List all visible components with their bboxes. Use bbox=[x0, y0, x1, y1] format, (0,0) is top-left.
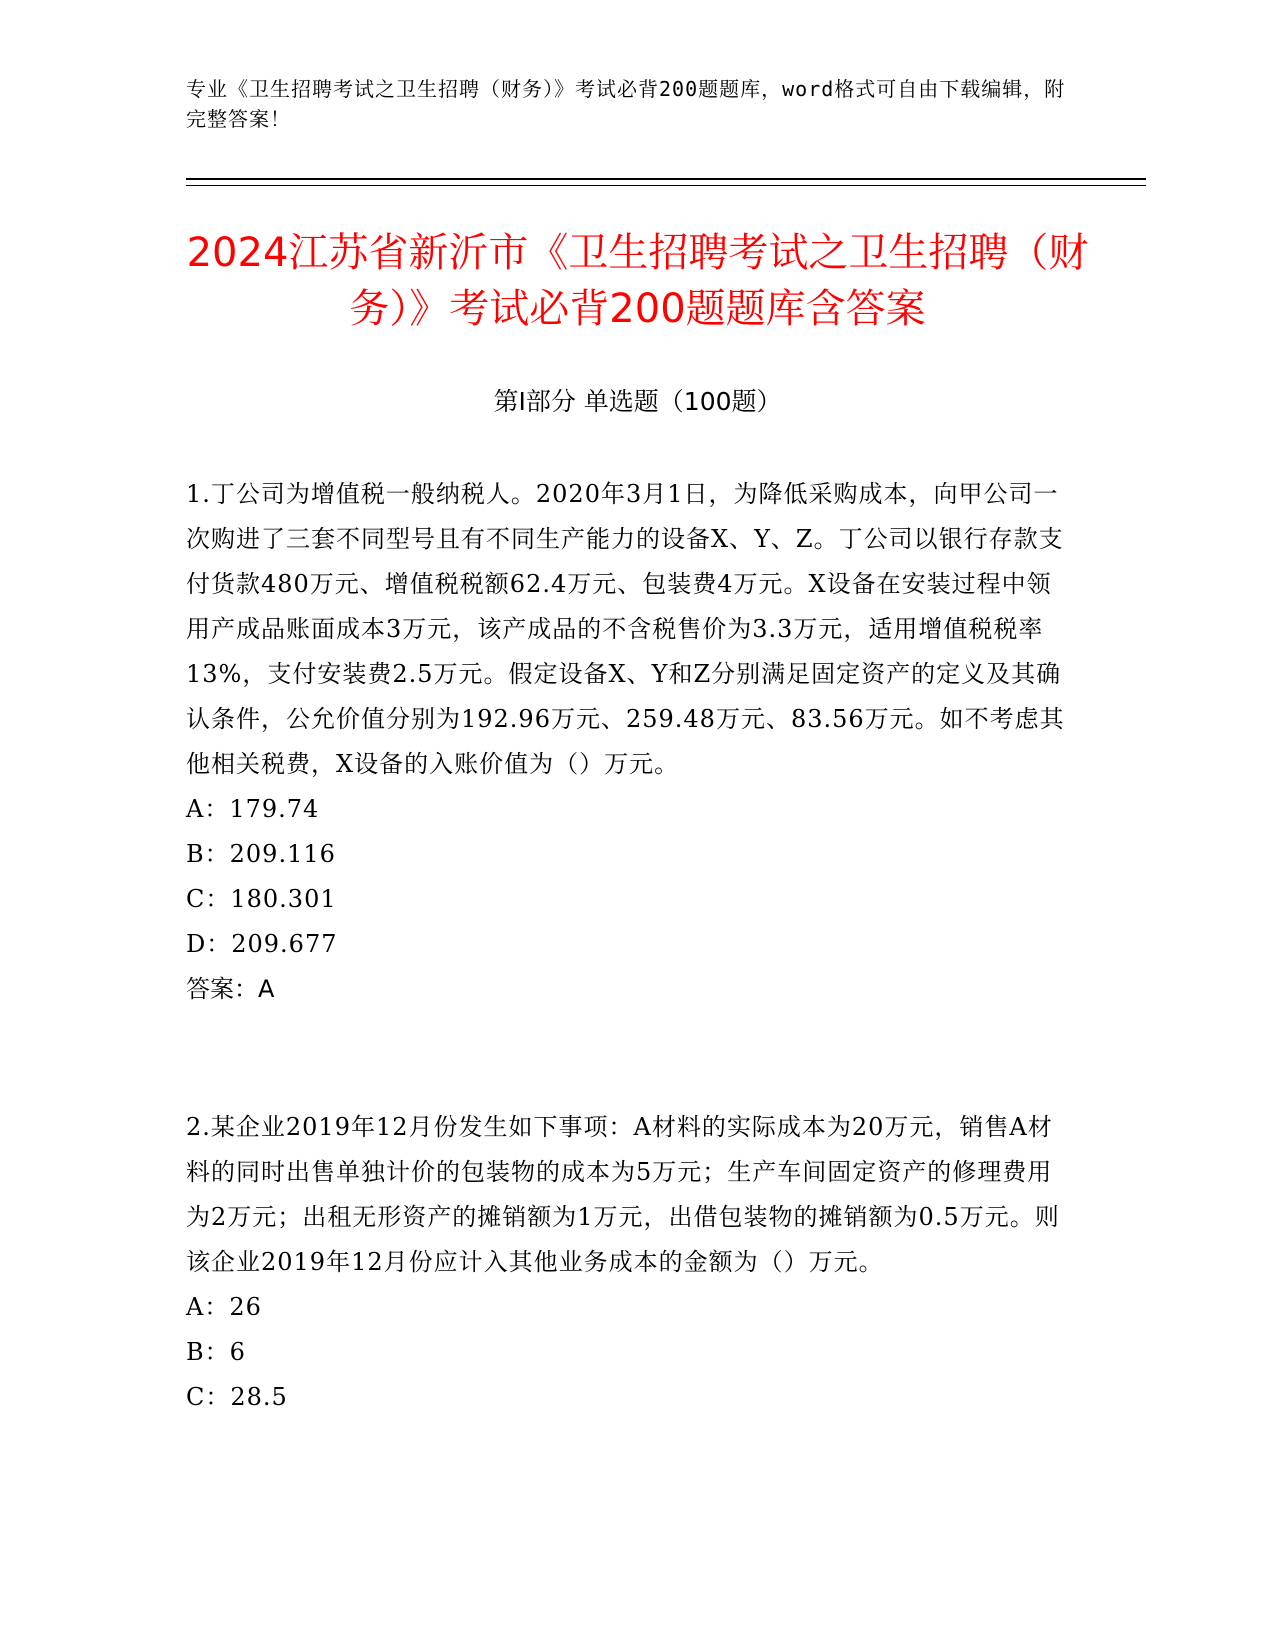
header-divider-thin bbox=[186, 185, 1146, 186]
document-title: 2024江苏省新沂市《卫生招聘考试之卫生招聘（财务）》考试必背200题题库含答案 bbox=[186, 230, 1089, 332]
option-c: C：180.301 bbox=[186, 885, 337, 913]
option-a: A：26 bbox=[186, 1293, 262, 1321]
header-divider-thick bbox=[186, 178, 1146, 180]
option-b: B：209.116 bbox=[186, 840, 336, 868]
header-note: 专业《卫生招聘考试之卫生招聘（财务）》考试必背200题题库，word格式可自由下载编辑，附完整答案！ bbox=[186, 77, 1066, 131]
answer-text: 答案：A bbox=[186, 975, 275, 1003]
option-a: A：179.74 bbox=[186, 795, 320, 823]
option-c: C：28.5 bbox=[186, 1383, 288, 1411]
option-b: B：6 bbox=[186, 1338, 246, 1366]
question-1 bbox=[186, 472, 1066, 1012]
question-stem: 1.丁公司为增值税一般纳税人。2020年3月1日，为降低采购成本，向甲公司一次购进了三套不同型号且有不同生产能力的设备X、Y、Z。丁公司以银行存款支付货款480万元、增值税税额62.4万元、包装费4万元。X设备在安装过程中领用产成品账面成本3万元，该产成品的不含税售价为3.3万元，适用增值税税率13%，支付安装费2.5万元。假定设备X、Y和Z分别满足固定资产的定义及其确认条件，公允价值分别为192.96万元、259.48万元、83.56万元。如不考虑其他相关税费，X设备的入账价值为（）万元。 bbox=[186, 480, 1065, 778]
option-d: D：209.677 bbox=[186, 930, 338, 958]
question-2 bbox=[186, 1105, 1066, 1420]
section-title: 第I部分 单选题（100题） bbox=[493, 387, 782, 416]
question-stem: 2.某企业2019年12月份发生如下事项：A材料的实际成本为20万元，销售A材料的同时出售单独计价的包装物的成本为5万元；生产车间固定资产的修理费用为2万元；出租无形资产的摊销额为1万元，出借包装物的摊销额为0.5万元。则该企业2019年12月份应计入其他业务成本的金额为（）万元。 bbox=[186, 1113, 1060, 1276]
